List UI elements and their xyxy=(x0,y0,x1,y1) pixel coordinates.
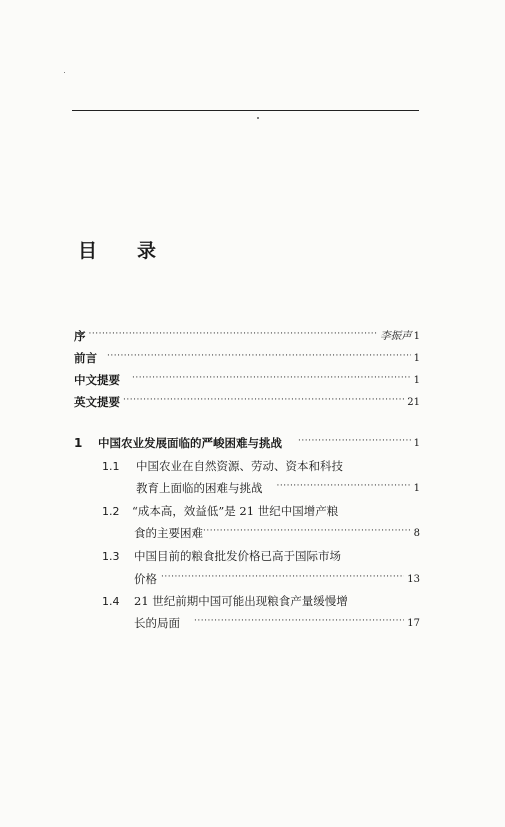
leader-dots xyxy=(298,434,411,449)
toc-entry-preface[interactable] xyxy=(74,329,420,344)
toc-title-char-2: 录 xyxy=(137,240,157,262)
scan-speck xyxy=(64,72,65,73)
entry-page: 1 xyxy=(413,438,420,449)
toc-title xyxy=(78,236,156,263)
section-number: 1.2 xyxy=(102,505,120,518)
section-title-line1: 中国目前的粮食批发价格已高于国际市场 xyxy=(134,549,341,563)
section-title-line2: 教育上面临的困难与挑战 xyxy=(136,481,263,495)
leader-dots xyxy=(89,327,378,342)
section-title-line1: 21 世纪前期中国可能出现粮食产量缓慢增 xyxy=(134,594,348,608)
entry-page: 1 xyxy=(413,331,420,342)
toc-section-1-2-cont[interactable] xyxy=(134,526,420,541)
entry-label: 序 xyxy=(74,329,86,343)
toc-section-1-1-cont[interactable] xyxy=(136,481,420,496)
leader-dots xyxy=(132,371,411,386)
chapter-title: 中国农业发展面临的严峻困难与挑战 xyxy=(98,436,282,450)
leader-dots xyxy=(194,614,404,629)
scan-speck xyxy=(257,117,259,119)
entry-page: 21 xyxy=(407,397,420,408)
header-rule xyxy=(72,110,419,111)
toc-section-1-2[interactable] xyxy=(102,504,338,519)
leader-dots xyxy=(203,524,411,539)
section-title-line1: 中国农业在自然资源、劳动、资本和科技 xyxy=(136,459,343,473)
toc-chapter-1[interactable] xyxy=(74,436,420,451)
entry-label: 前言 xyxy=(74,351,97,365)
leader-dots xyxy=(107,349,411,364)
entry-label: 中文提要 xyxy=(74,373,120,387)
toc-entry-foreword[interactable] xyxy=(74,351,420,366)
section-title-line2: 食的主要困难 xyxy=(134,526,203,540)
entry-page: 1 xyxy=(413,375,420,386)
section-number: 1.1 xyxy=(102,460,120,473)
toc-section-1-4-cont[interactable] xyxy=(134,616,420,631)
entry-label: 英文提要 xyxy=(74,395,120,409)
entry-page: 1 xyxy=(413,483,420,494)
section-number: 1.3 xyxy=(102,550,120,563)
toc-section-1-3-cont[interactable] xyxy=(134,572,420,587)
entry-page: 17 xyxy=(407,618,420,629)
leader-dots xyxy=(161,570,404,585)
toc-section-1-4[interactable] xyxy=(102,594,348,609)
entry-page: 1 xyxy=(413,353,420,364)
toc-section-1-1[interactable] xyxy=(102,459,343,474)
section-title-line1: “成本高，效益低”是 21 世纪中国增产粮 xyxy=(132,504,339,518)
section-title-line2: 长的局面 xyxy=(134,616,180,630)
section-title-line2: 价格 xyxy=(134,572,157,586)
leader-dots xyxy=(277,479,411,494)
entry-page: 13 xyxy=(407,574,420,585)
section-number: 1.4 xyxy=(102,595,120,608)
entry-page: 8 xyxy=(413,528,420,539)
toc-entry-english-abstract[interactable] xyxy=(74,395,420,410)
toc-entry-chinese-abstract[interactable] xyxy=(74,373,420,388)
leader-dots xyxy=(123,393,404,408)
chapter-number: 1 xyxy=(74,436,83,450)
toc-section-1-3[interactable] xyxy=(102,549,341,564)
toc-title-char-1: 目 xyxy=(78,240,98,262)
entry-author: 李振声 xyxy=(380,330,412,342)
